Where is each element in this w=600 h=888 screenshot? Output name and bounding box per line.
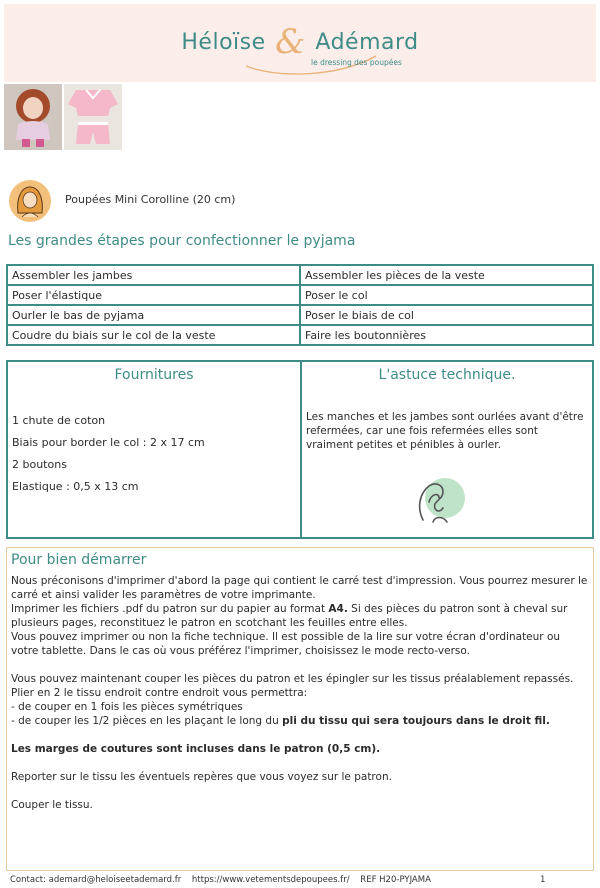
doll-photo xyxy=(4,84,62,150)
header-banner xyxy=(4,4,596,82)
paragraph-text: Imprimer les fichiers .pdf du patron sur du papier au format xyxy=(11,603,326,615)
tip-title: L'astuce technique. xyxy=(378,367,516,383)
supplies-title: Fournitures xyxy=(114,367,194,383)
list-item: Elastique : 0,5 x 13 cm xyxy=(12,480,139,493)
step-cell: Poser le biais de col xyxy=(300,305,593,325)
brand-name-right: Adémard xyxy=(315,30,419,55)
paragraph: - de couper en 1 fois les pièces symétriques xyxy=(11,701,243,713)
paragraph xyxy=(11,602,589,630)
supplies-column xyxy=(8,362,300,537)
brand-tagline: le dressing des poupées xyxy=(311,58,402,67)
page-number: 1 xyxy=(540,875,546,885)
pyjama-photo xyxy=(64,84,122,150)
brand-logo[interactable] xyxy=(4,22,596,62)
step-cell: Assembler les jambes xyxy=(7,265,300,285)
tip-column xyxy=(300,362,592,537)
paragraph: Nous préconisons d'imprimer d'abord la page qui contient le carré test d'impression. Vous pourrez mesurer le carré et ainsi valider les paramètres de votre imprimante. xyxy=(11,575,588,601)
paragraph-bold-text: pli du tissu qui sera toujours dans le droit fil. xyxy=(282,715,550,727)
getting-started-box xyxy=(6,547,594,871)
step-cell: Assembler les pièces de la veste xyxy=(300,265,593,285)
paragraph: Reporter sur le tissu les éventuels repères que vous voyez sur le patron. xyxy=(11,771,392,783)
paragraph: Plier en 2 le tissu endroit contre endroit vous permettra: xyxy=(11,687,308,699)
brand-ampersand: & xyxy=(275,22,306,62)
paragraph xyxy=(11,714,589,728)
footer-ref: REF H20-PYJAMA xyxy=(360,875,431,885)
step-cell: Faire les boutonnières xyxy=(300,325,593,345)
steps-table xyxy=(6,264,594,346)
step-cell: Ourler le bas de pyjama xyxy=(7,305,300,325)
paragraph: Couper le tissu. xyxy=(11,799,93,811)
list-item: 1 chute de coton xyxy=(12,414,106,427)
paragraph-text: - de couper les 1/2 pièces en les plaçant le long du xyxy=(11,715,279,727)
table-row xyxy=(7,325,593,345)
sewing-hand-icon xyxy=(409,472,469,532)
list-item: Biais pour border le col : 2 x 17 cm xyxy=(12,436,205,449)
paragraph: Vous pouvez imprimer ou non la fiche technique. Il est possible de la lire sur votre écran d'ordinateur ou votre tablette. Dans le cas où vous préférez l'imprimer, choisissez le mode recto-verso. xyxy=(11,631,561,657)
tip-text: Les manches et les jambes sont ourlées avant d'être refermées, car une fois refermées elles sont vraiment petites et pénibles à ourler. xyxy=(306,411,584,451)
brand-name-left: Héloïse xyxy=(181,30,266,55)
step-cell: Poser le col xyxy=(300,285,593,305)
supplies-list xyxy=(12,410,205,498)
list-item: 2 boutons xyxy=(12,458,67,471)
step-cell: Poser l'élastique xyxy=(7,285,300,305)
footer xyxy=(10,875,439,885)
footer-url[interactable]: https://www.vetementsdepoupees.fr/ xyxy=(191,875,350,885)
paragraph: Vous pouvez maintenant couper les pièces du patron et les épingler sur les tissus préalablement repassés. xyxy=(11,673,574,685)
doll-model-label: Poupées Mini Corolline (20 cm) xyxy=(65,193,236,206)
paragraph-text: Si des pièces du patron sont à cheval sur plusieurs pages, reconstituez le patron en scotchant les feuilles entre elles. xyxy=(11,603,568,629)
paragraph: Les marges de coutures sont incluses dans le patron (0,5 cm). xyxy=(11,743,381,755)
supplies-tip-box xyxy=(6,360,594,539)
footer-contact[interactable]: Contact: ademard@heloiseetademard.fr xyxy=(10,875,182,885)
table-row xyxy=(7,265,593,285)
doll-avatar-icon xyxy=(8,179,52,227)
table-row xyxy=(7,285,593,305)
step-cell: Coudre du biais sur le col de la veste xyxy=(7,325,300,345)
table-row xyxy=(7,305,593,325)
steps-title: Les grandes étapes pour confectionner le pyjama xyxy=(8,233,356,249)
paper-format: A4. xyxy=(328,603,348,615)
getting-started-title: Pour bien démarrer xyxy=(11,552,147,568)
